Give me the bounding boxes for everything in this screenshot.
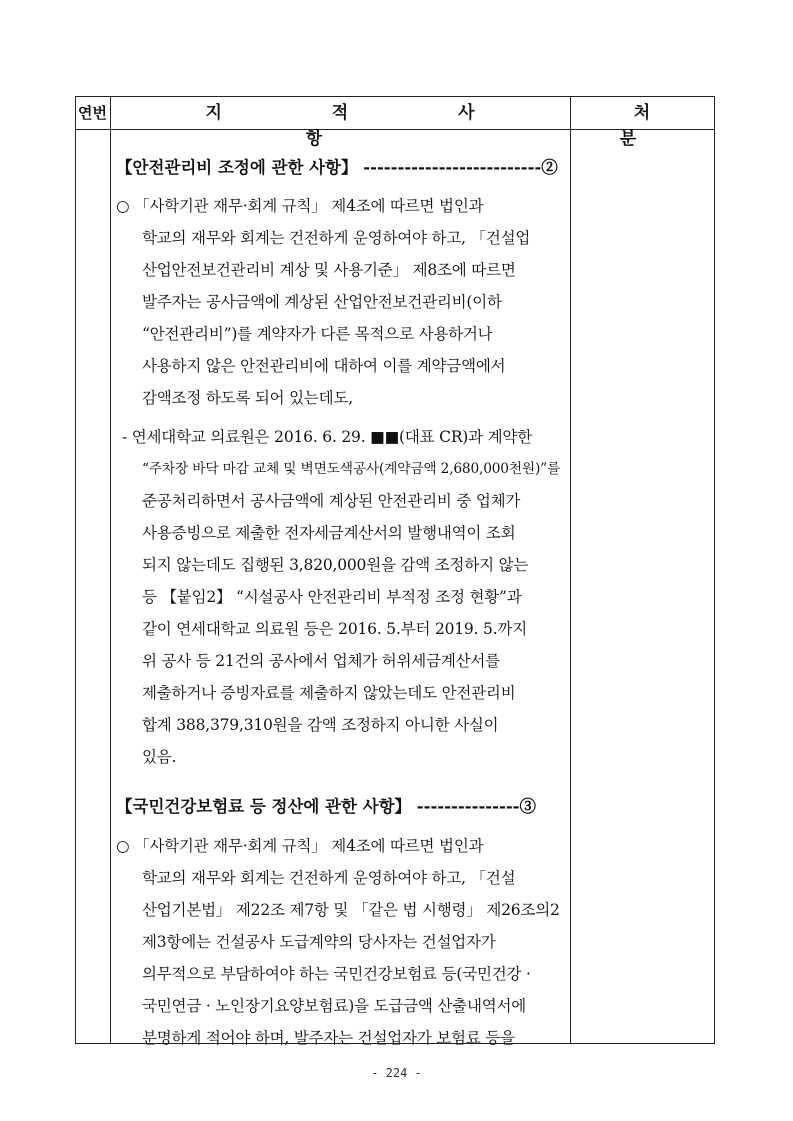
header-number: 연번 xyxy=(78,104,107,122)
header-findings: 지 적 사 항 xyxy=(205,103,527,149)
section2-dash-line: 위 공사 등 21건의 공사에서 업체가 허위세금계산서를 xyxy=(142,652,500,670)
section3-bullet-line: 제3항에는 건설공사 도급계약의 당사자는 건설업자가 xyxy=(142,933,496,951)
section3-bullet-line: 학교의 재무와 회계는 건전하게 운영하여야 하고, 「건설 xyxy=(142,869,516,887)
table-right-border xyxy=(714,96,715,1044)
section2-bullet-line: ○ 「사학기관 재무·회계 규칙」 제4조에 따르면 법인과 xyxy=(116,197,484,215)
section2-dash-line: 사용증빙으로 제출한 전자세금계산서의 발행내역이 조회 xyxy=(142,524,516,542)
section2-bullet-line: 사용하지 않은 안전관리비에 대하여 이를 계약금액에서 xyxy=(142,357,506,375)
section3-bullet-line: 분명하게 적어야 하며, 발주자는 건설업자가 보험료 등을 xyxy=(142,1029,515,1047)
section2-dash-line: - 연세대학교 의료원은 2016. 6. 29. ■■(대표 CR)과 계약한 xyxy=(122,428,532,446)
section2-dash-line: 제출하거나 증빙자료를 제출하지 않았는데도 안전관리비 xyxy=(142,684,516,702)
section2-heading: 【안전관리비 조정에 관한 사항】 --------------------------② xyxy=(116,158,558,177)
section2-bullet-line: 감액조정 하도록 되어 있는데도, xyxy=(142,389,353,407)
section3-heading: 【국민건강보험료 등 정산에 관한 사항】 ---------------③ xyxy=(116,797,537,816)
section2-dash-line: 합계 388,379,310원을 감액 조정하지 아니한 사실이 xyxy=(142,716,499,734)
section2-dash-line: 있음. xyxy=(142,748,177,766)
column-divider-disposition xyxy=(570,96,571,1044)
section2-bullet-line: 학교의 재무와 회계는 건전하게 운영하여야 하고, 「건설업 xyxy=(142,229,531,247)
section2-bullet-line: 산업안전보건관리비 계상 및 사용기준」 제8조에 따르면 xyxy=(142,261,516,279)
section2-dash-line: “주차장 바닥 마감 교체 및 벽면도색공사(계약금액 2,680,000천원)”를 xyxy=(142,461,561,477)
section3-bullet-line: 국민연금 · 노인장기요양보험료)을 도급금액 산출내역서에 xyxy=(142,997,527,1015)
header-disposition: 처 분 xyxy=(619,103,679,149)
section3-bullet-line: 의무적으로 부담하여야 하는 국민건강보험료 등(국민건강 · xyxy=(142,965,531,983)
section3-bullet-line: 산업기본법」 제22조 제7항 및 「같은 법 시행령」 제26조의2 xyxy=(142,901,560,919)
section2-bullet-line: 발주자는 공사금액에 계상된 산업안전보건관리비(이하 xyxy=(142,293,502,311)
section2-dash-line: 되지 않는데도 집행된 3,820,000원을 감액 조정하지 않는 xyxy=(142,556,529,574)
section2-bullet-line: “안전관리비”)를 계약자가 다른 목적으로 사용하거나 xyxy=(142,325,493,343)
column-divider-number xyxy=(110,96,111,1044)
section2-dash-line: 준공처리하면서 공사금액에 계상된 안전관리비 중 업체가 xyxy=(142,492,521,510)
table-left-border xyxy=(75,96,76,1044)
page-number: - 224 - xyxy=(371,1066,422,1080)
section3-bullet-line: ○ 「사학기관 재무·회계 규칙」 제4조에 따르면 법인과 xyxy=(116,837,484,855)
table-top-border xyxy=(75,96,715,97)
section2-dash-line: 같이 연세대학교 의료원 등은 2016. 5.부터 2019. 5.까지 xyxy=(142,620,527,638)
section2-dash-line: 등 【붙임2】 “시설공사 안전관리비 부적정 조정 현황”과 xyxy=(142,588,522,606)
